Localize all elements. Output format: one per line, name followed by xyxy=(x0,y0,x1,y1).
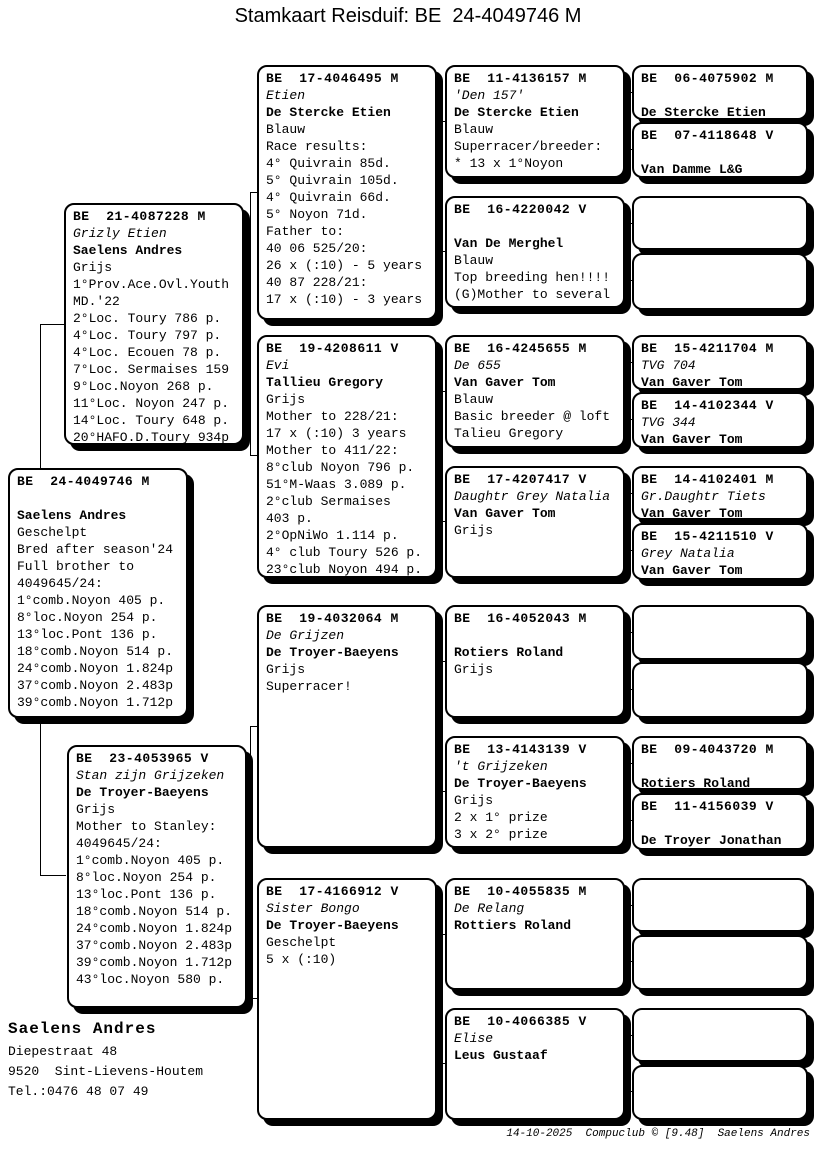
pedigree-box-gen4-7 xyxy=(632,523,808,580)
fancier-name: Rottiers Roland xyxy=(454,918,572,933)
pigeon-details: Blauw Superracer/breeder: * 13 x 1°Noyon xyxy=(454,122,603,171)
pedigree-box-gen4-12-empty xyxy=(632,878,808,932)
pigeon-name: Sister Bongo xyxy=(266,901,360,916)
fancier-name: Van Gaver Tom xyxy=(641,506,743,520)
pedigree-box-gen3-1 xyxy=(445,196,625,308)
pigeon-details: Grijs Mother to 228/21: 17 x (:10) 3 years Mother to 411/22: 8°club Noyon 796 p. 51°M-Waas 3.089 p. 2°club Sermaises 403 p. 2°OpNiWo 1.114 p. 4° club Toury 526 p. 23°club Noyon 494 p. xyxy=(266,392,423,577)
ring-number: BE 14-4102401 M xyxy=(641,472,774,487)
pigeon-name: Stan zijn Grijzeken xyxy=(76,768,225,783)
pedigree-box-gen4-13-empty xyxy=(632,935,808,990)
pigeon-details: Grijs 1°Prov.Ace.Ovl.Youth MD.'22 2°Loc. Toury 786 p. 4°Loc. Toury 797 p. 4°Loc. Ecouen 78 p. 7°Loc. Sermaises 159 9°Loc.Noyon 268 p. 11°Loc. Noyon 247 p. 14°Loc. Toury 648 p. 20°HAFO.D.Toury 934p xyxy=(73,260,230,445)
ring-number: BE 17-4166912 V xyxy=(266,884,399,899)
fancier-name: De Troyer-Baeyens xyxy=(76,785,209,800)
pigeon-name xyxy=(17,490,181,507)
ring-number: BE 13-4143139 V xyxy=(454,742,587,757)
pedigree-box-gen4-10 xyxy=(632,736,808,790)
pedigree-box-gen4-9-empty xyxy=(632,662,808,718)
fancier-name: De Stercke Etien xyxy=(641,105,766,120)
pigeon-name: Grizly Etien xyxy=(73,226,167,241)
fancier-name: Van Gaver Tom xyxy=(454,506,556,521)
pigeon-name: Evi xyxy=(266,358,290,373)
pigeon-name xyxy=(641,144,801,161)
pedigree-box-dam xyxy=(67,745,247,1008)
pigeon-details: Blauw Basic breeder @ loft Talieu Gregory xyxy=(454,392,611,441)
pigeon-name: Grey Natalia xyxy=(641,546,735,561)
fancier-name: De Troyer-Baeyens xyxy=(266,918,399,933)
pigeon-name xyxy=(641,815,801,832)
pigeon-name: De 655 xyxy=(454,358,501,373)
pedigree-box-gen3-2 xyxy=(445,335,625,448)
fancier-name: Van Gaver Tom xyxy=(641,375,743,390)
fancier-name: Rotiers Roland xyxy=(454,645,564,660)
pedigree-box-gen4-4 xyxy=(632,335,808,390)
fancier-name: Saelens Andres xyxy=(73,243,183,258)
fancier-name: Van Damme L&G xyxy=(641,162,743,177)
pigeon-details: Grijs xyxy=(454,523,494,538)
pedigree-box-gen2-3 xyxy=(257,878,437,1120)
pigeon-name xyxy=(641,758,801,775)
pigeon-details: Grijs Mother to Stanley: 4049645/24: 1°comb.Noyon 405 p. 8°loc.Noyon 254 p. 13°loc.Pont 136 p. 18°comb.Noyon 514 p. 24°comb.Noyon 1.824p 37°comb.Noyon 2.483p 39°comb.Noyon 1.712p 43°loc.Noyon 580 p. xyxy=(76,802,233,987)
pigeon-name: 'Den 157' xyxy=(454,88,525,103)
fancier-name: Tallieu Gregory xyxy=(266,375,384,390)
pigeon-name: De Relang xyxy=(454,901,525,916)
pigeon-name: De Grijzen xyxy=(266,628,345,643)
owner-name: Saelens Andres xyxy=(8,1020,157,1038)
pedigree-box-gen4-11 xyxy=(632,793,808,850)
pedigree-box-gen3-7 xyxy=(445,1008,625,1120)
pedigree-box-sire xyxy=(64,203,244,445)
pedigree-box-gen4-2-empty xyxy=(632,196,808,250)
pedigree-box-gen3-6 xyxy=(445,878,625,990)
ring-number: BE 14-4102344 V xyxy=(641,398,774,413)
pedigree-box-subject xyxy=(8,468,188,718)
pigeon-name: Etien xyxy=(266,88,306,103)
pigeon-name: TVG 344 xyxy=(641,415,696,430)
ring-number: BE 21-4087228 M xyxy=(73,209,206,224)
pedigree-box-gen3-4 xyxy=(445,605,625,718)
pigeon-details: Geschelpt 5 x (:10) xyxy=(266,935,337,967)
fancier-name: Saelens Andres xyxy=(17,508,127,523)
pedigree-box-gen4-1 xyxy=(632,122,808,178)
ring-number: BE 17-4046495 M xyxy=(266,71,399,86)
ring-number: BE 10-4066385 V xyxy=(454,1014,587,1029)
fancier-name: De Stercke Etien xyxy=(454,105,579,120)
pigeon-name: TVG 704 xyxy=(641,358,696,373)
pigeon-name: Gr.Daughtr Tiets xyxy=(641,489,766,504)
pedigree-box-gen4-0 xyxy=(632,65,808,120)
pigeon-name xyxy=(454,218,618,235)
pigeon-details: Blauw Race results: 4° Quivrain 85d. 5° Quivrain 105d. 4° Quivrain 66d. 5° Noyon 71d. Father to: 40 06 525/20: 26 x (:10) - 5 years 40 87 228/21: 17 x (:10) - 3 years xyxy=(266,122,423,307)
fancier-name: Van Gaver Tom xyxy=(641,563,743,578)
pigeon-details: Grijs xyxy=(454,662,494,677)
fancier-name: De Stercke Etien xyxy=(266,105,391,120)
pigeon-details: Blauw Top breeding hen!!!! (G)Mother to several xyxy=(454,253,611,302)
pedigree-box-gen4-15-empty xyxy=(632,1065,808,1120)
pedigree-box-gen3-5 xyxy=(445,736,625,848)
pedigree-box-gen2-0 xyxy=(257,65,437,320)
ring-number: BE 16-4052043 M xyxy=(454,611,587,626)
ring-number: BE 11-4156039 V xyxy=(641,799,774,814)
ring-number: BE 19-4032064 M xyxy=(266,611,399,626)
pigeon-details: Grijs 2 x 1° prize 3 x 2° prize xyxy=(454,793,548,842)
ring-number: BE 17-4207417 V xyxy=(454,472,587,487)
owner-address: Diepestraat 48 9520 Sint-Lievens-Houtem Tel.:0476 48 07 49 xyxy=(8,1044,204,1099)
footer-credits: 14-10-2025 Compuclub © [9.48] Saelens Andres xyxy=(506,1128,810,1140)
ring-number: BE 06-4075902 M xyxy=(641,71,774,86)
pigeon-name: Elise xyxy=(454,1031,494,1046)
fancier-name: De Troyer Jonathan xyxy=(641,833,782,848)
pedigree-box-gen2-2 xyxy=(257,605,437,848)
ring-number: BE 23-4053965 V xyxy=(76,751,209,766)
fancier-name: De Troyer-Baeyens xyxy=(266,645,399,660)
ring-number: BE 16-4245655 M xyxy=(454,341,587,356)
page-title: Stamkaart Reisduif: BE 24-4049746 M xyxy=(234,5,582,27)
fancier-name: Van Gaver Tom xyxy=(641,432,743,447)
fancier-name: Van De Merghel xyxy=(454,236,564,251)
ring-number: BE 15-4211510 V xyxy=(641,529,774,544)
pedigree-box-gen3-0 xyxy=(445,65,625,178)
ring-number: BE 09-4043720 M xyxy=(641,742,774,757)
fancier-name: Rotiers Roland xyxy=(641,776,751,790)
ring-number: BE 15-4211704 M xyxy=(641,341,774,356)
ring-number: BE 19-4208611 V xyxy=(266,341,399,356)
ring-number: BE 24-4049746 M xyxy=(17,474,150,489)
pigeon-name xyxy=(641,87,801,104)
pedigree-box-gen4-14-empty xyxy=(632,1008,808,1062)
pedigree-box-gen3-3 xyxy=(445,466,625,578)
pigeon-name: 't Grijzeken xyxy=(454,759,548,774)
pigeon-details: Grijs Superracer! xyxy=(266,662,352,694)
pedigree-box-gen4-3-empty xyxy=(632,253,808,310)
pigeon-name: Daughtr Grey Natalia xyxy=(454,489,611,504)
fancier-name: De Troyer-Baeyens xyxy=(454,776,587,791)
owner-block xyxy=(8,1016,203,1102)
fancier-name: Van Gaver Tom xyxy=(454,375,556,390)
pigeon-name xyxy=(454,627,618,644)
pedigree-box-gen4-6 xyxy=(632,466,808,520)
fancier-name: Leus Gustaaf xyxy=(454,1048,548,1063)
pedigree-box-gen4-8-empty xyxy=(632,605,808,660)
pedigree-box-gen4-5 xyxy=(632,392,808,448)
ring-number: BE 10-4055835 M xyxy=(454,884,587,899)
ring-number: BE 07-4118648 V xyxy=(641,128,774,143)
pigeon-details: Geschelpt Bred after season'24 Full brother to 4049645/24: 1°comb.Noyon 405 p. 8°loc.Noyon 254 p. 13°loc.Pont 136 p. 18°comb.Noyon 514 p. 24°comb.Noyon 1.824p 37°comb.Noyon 2.483p 39°comb.Noyon 1.712p xyxy=(17,525,174,710)
ring-number: BE 16-4220042 V xyxy=(454,202,587,217)
ring-number: BE 11-4136157 M xyxy=(454,71,587,86)
pedigree-box-gen2-1 xyxy=(257,335,437,578)
